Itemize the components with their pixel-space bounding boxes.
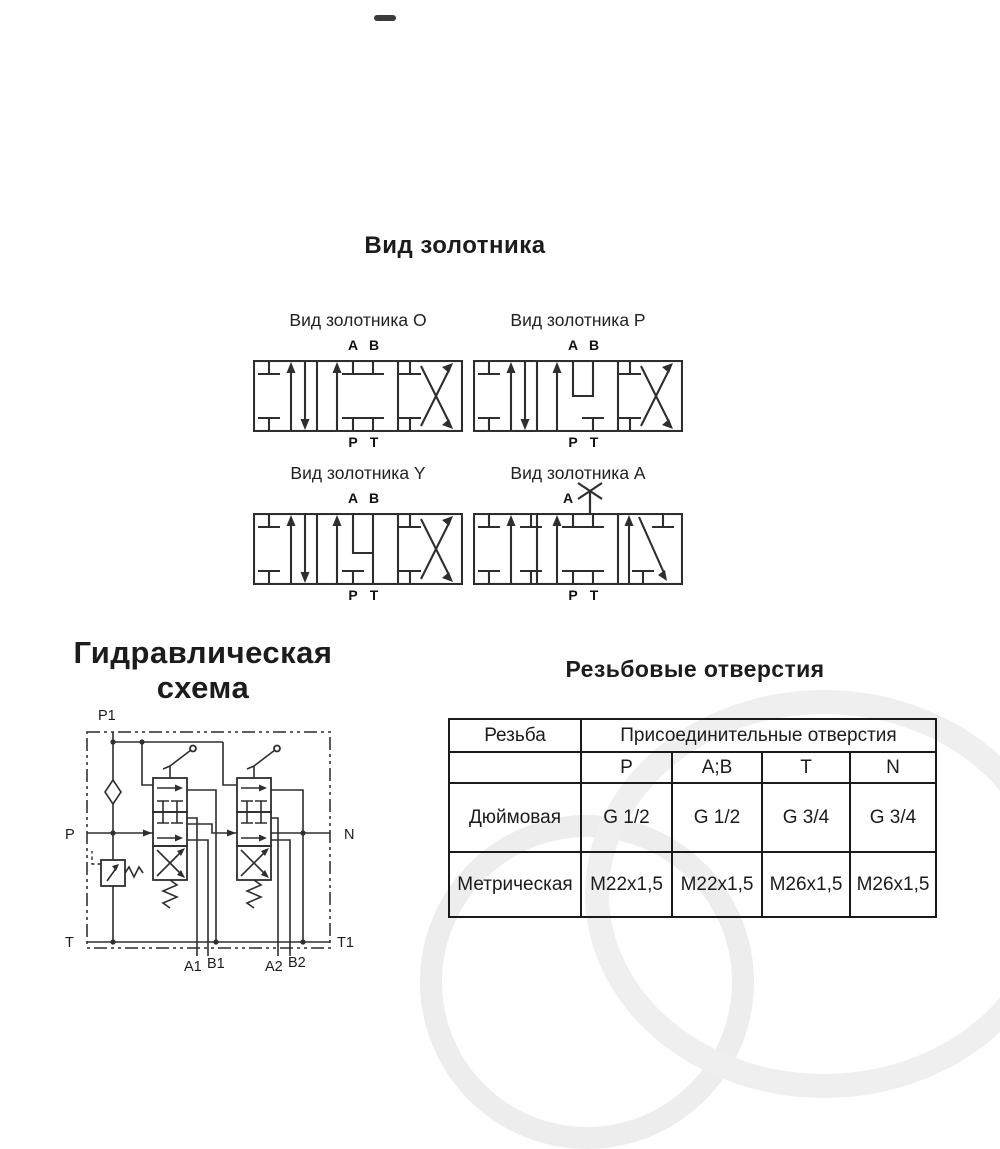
table-cell: G 3/4	[762, 783, 850, 852]
table-header-port-p: P	[581, 752, 672, 783]
valve-diagram-p	[473, 360, 683, 432]
dash-mark	[374, 15, 396, 21]
valve-card-y	[253, 463, 463, 613]
thread-section-title: Резьбовые отверстия	[565, 656, 825, 682]
scheme-label-b1: B1	[207, 956, 225, 972]
valve-subtitle: Вид золотника A	[510, 463, 646, 483]
table-cell: M22x1,5	[672, 852, 762, 917]
hydraulic-title-line2: схема	[156, 669, 250, 705]
port-label-t: T	[369, 587, 379, 603]
table-cell: M22x1,5	[581, 852, 672, 917]
valve-subtitle: Вид золотника O	[289, 310, 427, 330]
port-label-p: P	[568, 434, 578, 450]
valve-diagram-y	[253, 513, 463, 585]
port-label-b: B	[588, 337, 600, 353]
scheme-label-a2: A2	[265, 959, 283, 975]
port-label-t: T	[589, 434, 599, 450]
scheme-label-p1: P1	[98, 708, 116, 724]
thread-table	[448, 718, 937, 918]
scheme-label-t: T	[65, 935, 74, 951]
plugged-port-icon	[575, 481, 605, 513]
table-header-port-ab: A;B	[672, 752, 762, 783]
table-row-name: Дюймовая	[449, 783, 581, 852]
table-header-thread: Резьба	[449, 719, 581, 752]
valve-subtitle: Вид золотника Y	[290, 463, 426, 483]
port-label-a: A	[562, 490, 574, 506]
scheme-label-p: P	[65, 827, 75, 843]
table-header-port-n: N	[850, 752, 936, 783]
port-label-b: B	[368, 490, 380, 506]
port-label-a: A	[347, 490, 359, 506]
port-label-p: P	[348, 434, 358, 450]
table-header-group: Присоединительные отверстия	[581, 719, 936, 752]
valve-card-p	[473, 310, 683, 460]
table-cell-empty	[449, 752, 581, 783]
scheme-label-b2: B2	[288, 955, 306, 971]
table-cell: G 1/2	[581, 783, 672, 852]
valve-stack-2	[237, 746, 280, 909]
port-label-t: T	[369, 434, 379, 450]
port-label-p: P	[348, 587, 358, 603]
valve-diagram-o	[253, 360, 463, 432]
scheme-label-t1: T1	[337, 935, 354, 951]
scheme-label-a1: A1	[184, 959, 202, 975]
check-valve-icon	[105, 780, 121, 804]
table-row	[449, 852, 936, 917]
scheme-label-n: N	[344, 827, 355, 843]
hydraulic-title-line1: Гидравлическая	[73, 635, 333, 670]
hydraulic-scheme-diagram	[60, 700, 370, 980]
table-header-port-t: T	[762, 752, 850, 783]
valve-card-o	[253, 310, 463, 460]
table-cell: G 1/2	[672, 783, 762, 852]
port-label-b: B	[368, 337, 380, 353]
port-label-t: T	[589, 587, 599, 603]
table-row	[449, 783, 936, 852]
valve-card-a	[473, 463, 683, 613]
table-cell: M26x1,5	[762, 852, 850, 917]
spool-section-title: Вид золотника	[364, 232, 546, 259]
hydraulic-section-title	[38, 636, 368, 705]
port-label-p: P	[568, 587, 578, 603]
valve-subtitle: Вид золотника P	[510, 310, 646, 330]
valve-diagram-a	[473, 513, 683, 585]
port-label-a: A	[347, 337, 359, 353]
table-cell: G 3/4	[850, 783, 936, 852]
port-label-a: A	[567, 337, 579, 353]
valve-stack-1	[153, 746, 196, 909]
table-row-name: Метрическая	[449, 852, 581, 917]
table-cell: M26x1,5	[850, 852, 936, 917]
